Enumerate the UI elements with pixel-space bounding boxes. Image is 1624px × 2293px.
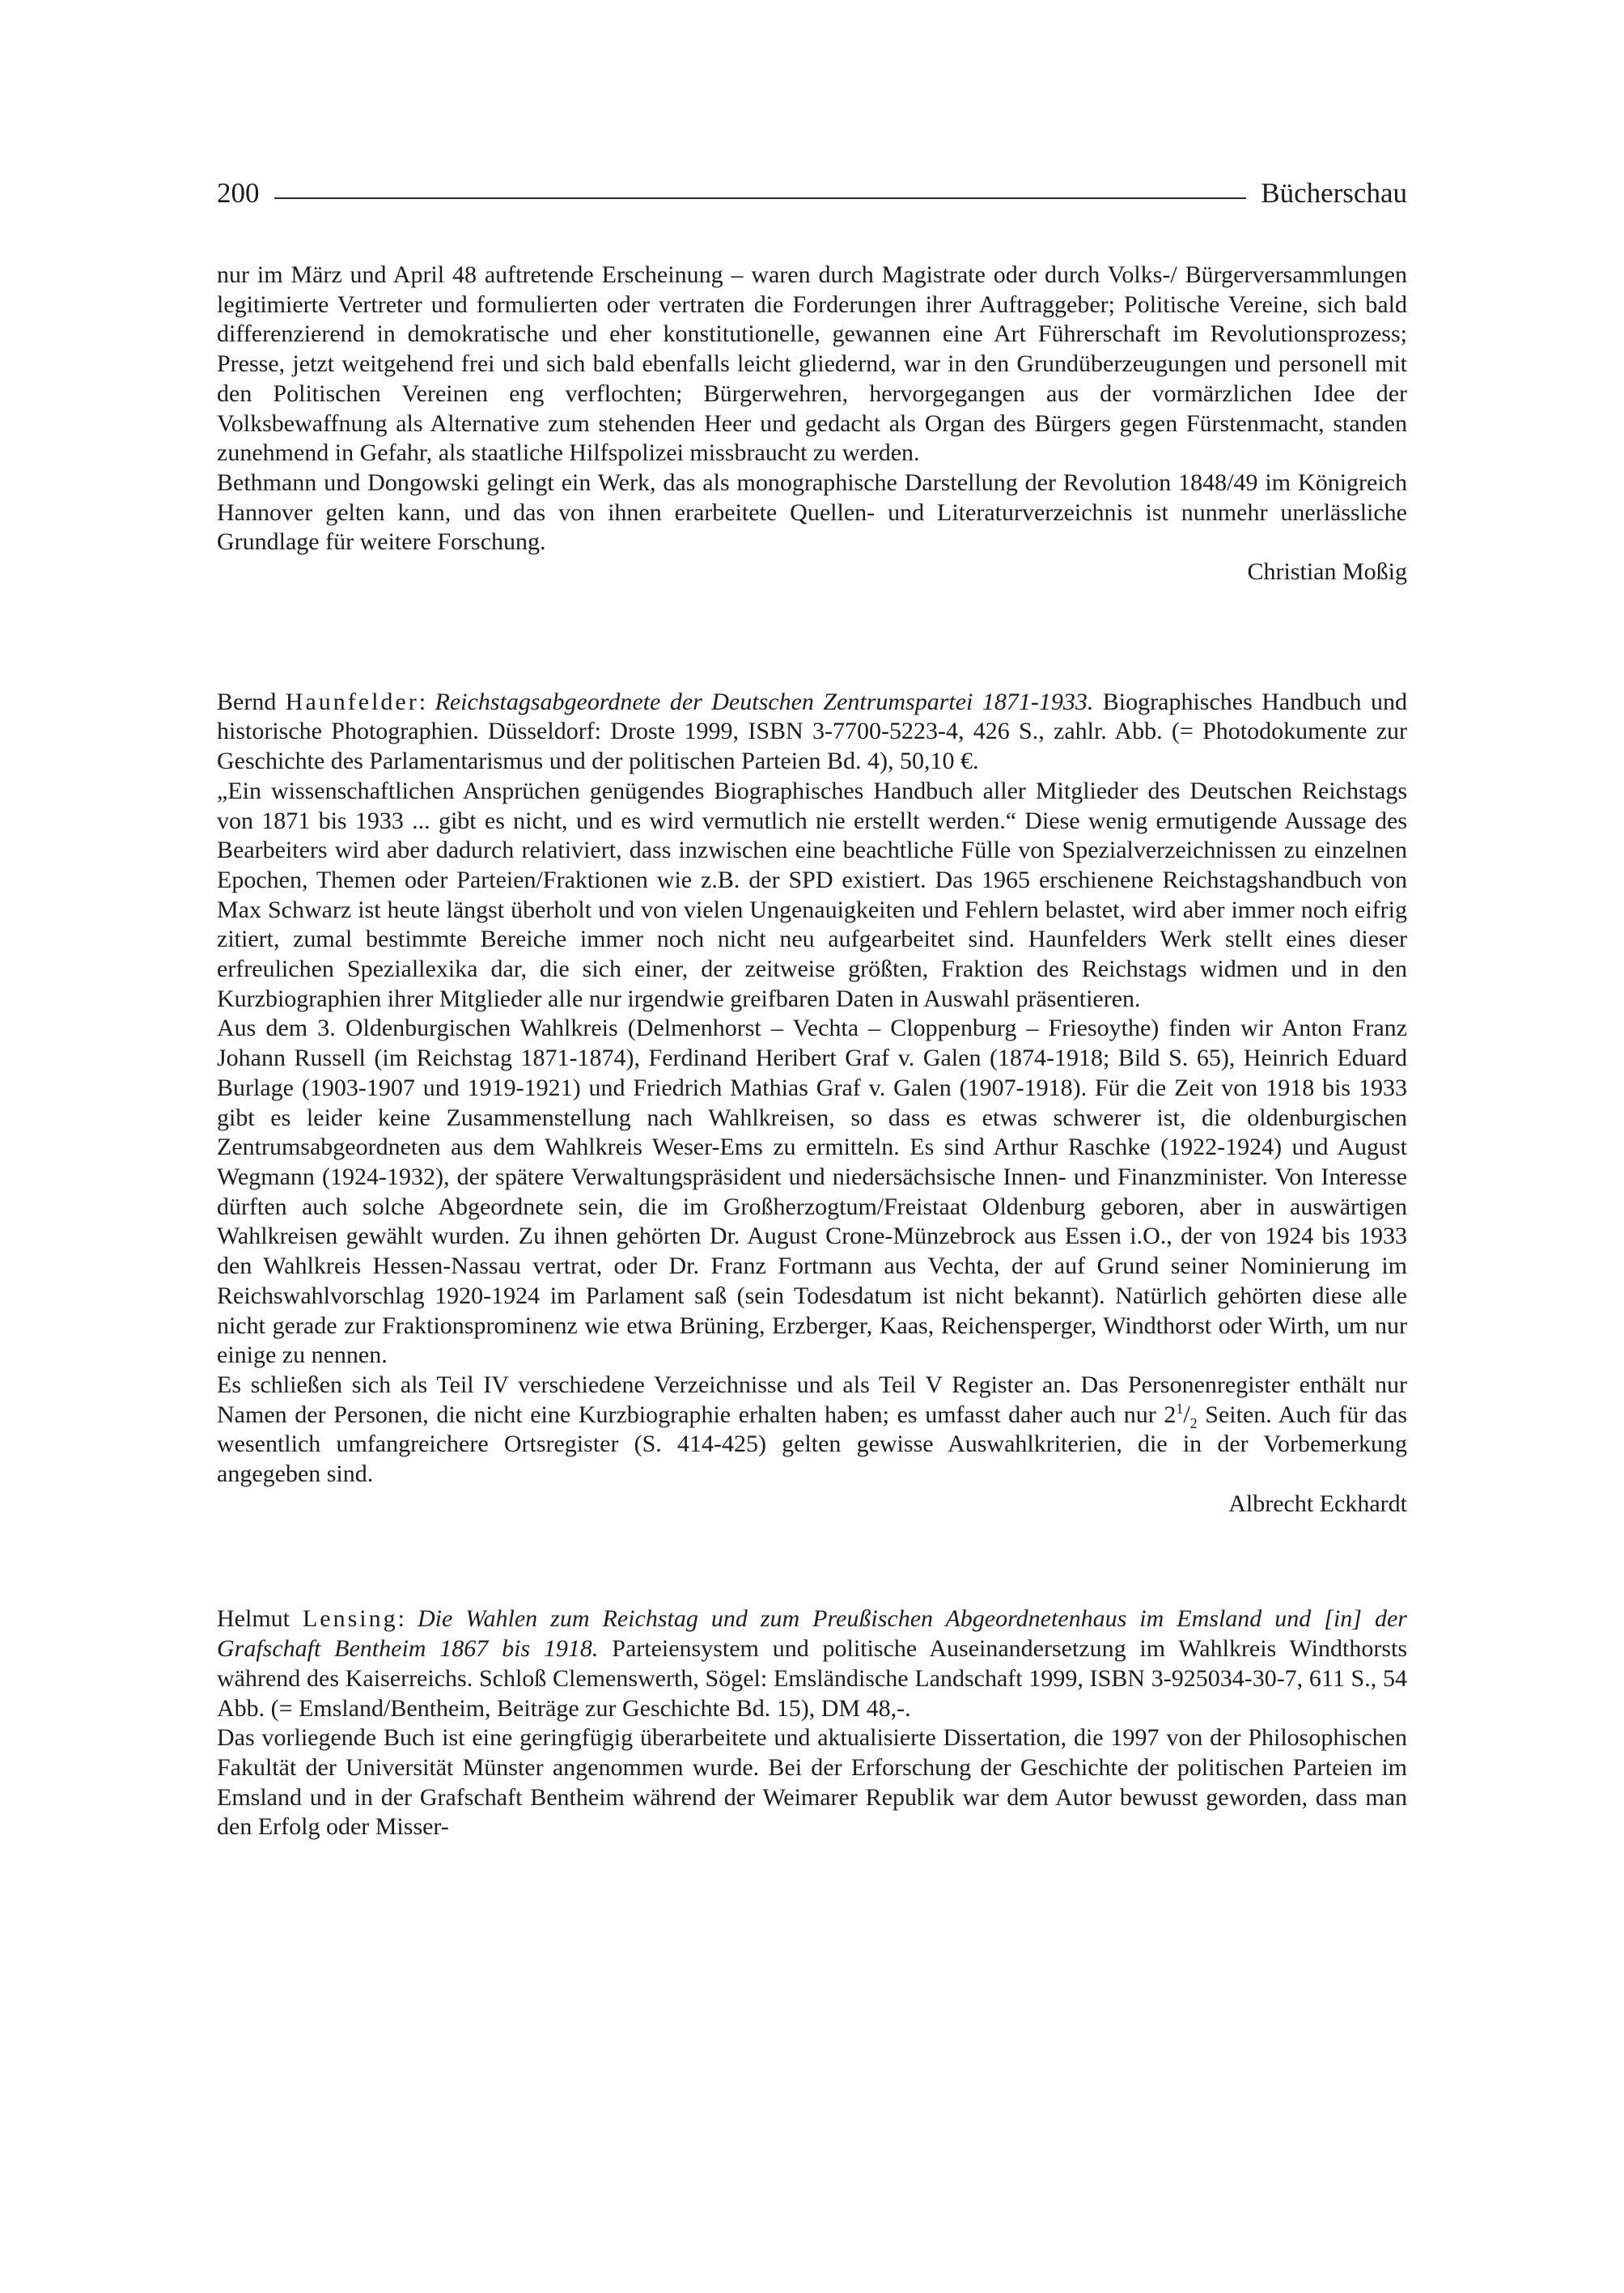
- review-1-paragraph-1: nur im März und April 48 auftretende Erscheinung – waren durch Magistrate oder durch Volks-/ Bürgerversammlungen legitimierte Vertreter und formulierten oder vertraten die Forderungen ihrer Auftraggeber; Politische Vereine, sich bald differenzierend in demokratische und eher konstitutionelle, gewannen eine Art Führerschaft im Revolutionsprozess; Presse, jetzt weitgehend frei und sich bald ebenfalls leicht gliedernd, war in den Grundüberzeugungen und personell mit den Politischen Vereinen eng verflochten; Bürgerwehren, hervorgegangen aus der vormärzlichen Idee der Volksbewaffnung als Alternative zum stehenden Heer und gedacht als Organ des Bürgers gegen Fürstenmacht, standen zunehmend in Gefahr, als staatliche Hilfspolizei missbraucht zu werden.: [217, 261, 1407, 467]
- review-2-author-surname: Haunfelder: [285, 688, 419, 715]
- review-2-book-title: Reichstagsabgeordnete der Deutschen Zentrumspartei 1871-1933.: [435, 688, 1094, 715]
- entry-spacer: [217, 587, 1407, 688]
- review-2-author-first: Bernd: [217, 688, 286, 715]
- review-2-paragraph-3-end: Seiten. Auch für das wesentlich umfangreichere Ortsregister (S. 414-425) gelten gewisse Auswahlkriterien, die in der Vorbemerkung angegeben sind.: [217, 1401, 1407, 1488]
- fraction-denominator: 2: [1189, 1414, 1198, 1431]
- review-2-paragraph-3: Es schließen sich als Teil IV verschiedene Verzeichnisse und als Teil V Register an. Das Personenregister enthält nur Namen der Personen, die nicht eine Kurzbiographie erhalten haben; es umfasst daher auch nur $2^1/_2$ Seiten. Auch für das wesentlich umfangreichere Ortsregister (S. 414-425) gelten gewisse Auswahlkriterien, die in der Vorbemerkung angegeben sind.: [217, 1371, 1407, 1488]
- review-3-book-title: Die Wahlen zum Reichstag und zum Preußischen Abgeordnetenhaus im Emsland und [in] der Grafschaft Bentheim 1867 bis 1918.: [217, 1605, 1407, 1663]
- review-3-author-first: Helmut: [217, 1605, 303, 1633]
- review-1-reviewer: Christian Moßig: [1247, 558, 1407, 586]
- review-3-author-surname: Lensing: [302, 1605, 398, 1633]
- review-2-paragraph-1: „Ein wissenschaftlichen Ansprüchen genügendes Biographisches Handbuch aller Mitglieder des Deutschen Reichstags von 1871 bis 1933 ... gibt es nicht, und es wird vermutlich nie erstellt werden.“ Diese wenig ermutigende Aussage des Bearbeiters wird aber dadurch relativiert, dass inzwischen eine beachtliche Fülle von Spezialverzeichnissen zu einzelnen Epochen, Themen oder Parteien/Fraktionen wie z.B. der SPD existiert. Das 1965 erschienene Reichstagshandbuch von Max Schwarz ist heute längst überholt und von vielen Ungenauigkeiten und Fehlern belastet, wird aber immer noch eifrig zitiert, zumal bestimmte Bereiche immer noch nicht neu aufgearbeitet sind. Haunfelders Werk stellt eines dieser erfreulichen Speziallexika dar, die sich einer, der zeitweise größten, Fraktion des Reichstags widmen und in den Kurzbiographien ihrer Mitglieder alle nur irgendwie greifbaren Daten in Auswahl präsentieren.: [217, 777, 1407, 1012]
- review-1-paragraph-2: Bethmann und Dongowski gelingt ein Werk, das als monographische Darstellung der Revolution 1848/49 im Königreich Hannover gelten kann, und das von ihnen erarbeitete Quellen- und Literaturverzeichnis ist nunmehr unerlässliche Grundlage für weitere Forschung.: [217, 468, 1407, 556]
- review-3-paragraph-1: Das vorliegende Buch ist eine geringfügig überarbeitete und aktualisierte Dissertation, die 1997 von der Philosophischen Fakultät der Universität Münster angenommen wurde. Bei der Erforschung der Geschichte der politischen Parteien im Emsland und in der Grafschaft Bentheim während der Weimarer Republik war dem Autor bewusst geworden, dass man den Erfolg oder Misser-: [217, 1724, 1407, 1841]
- entry-spacer: [217, 1519, 1407, 1604]
- review-2-paragraph-3-start: Es schließen sich als Teil IV verschiedene Verzeichnisse und als Teil V Register an. Das Personenregister enthält nur Namen der Personen, die nicht eine Kurzbiographie erhalten haben; es umfasst daher auch nur 2: [217, 1371, 1407, 1428]
- page-content: [217, 261, 1407, 1842]
- header-rule: [274, 197, 1247, 199]
- page-number: 200: [217, 177, 260, 209]
- review-2-bibliography: [217, 688, 1407, 777]
- review-3-bibliography: [217, 1604, 1407, 1723]
- review-2-colon: :: [418, 688, 435, 715]
- review-2-paragraph-2: Aus dem 3. Oldenburgischen Wahlkreis (Delmenhorst – Vechta – Cloppenburg – Friesoythe) finden wir Anton Franz Johann Russell (im Reichstag 1871-1874), Ferdinand Heribert Graf v. Galen (1874-1918; Bild S. 65), Heinrich Eduard Burlage (1903-1907 und 1919-1921) und Friedrich Mathias Graf v. Galen (1907-1918). Für die Zeit von 1918 bis 1933 gibt es leider keine Zusammenstellung nach Wahlkreisen, so dass es etwas schwerer ist, die oldenburgischen Zentrumsabgeordneten aus dem Wahlkreis Weser-Ems zu ermitteln. Es sind Arthur Raschke (1922-1924) und August Wegmann (1924-1932), der spätere Verwaltungspräsident und niedersächsische Innen- und Finanzminister. Von Interesse dürften auch solche Abgeordnete sein, die im Großherzogtum/Freistaat Oldenburg geboren, aber in auswärtigen Wahlkreisen gewählt wurden. Zu ihnen gehörten Dr. August Crone-Münzebrock aus Essen i.O., der von 1924 bis 1933 den Wahlkreis Hessen-Nassau vertrat, oder Dr. Franz Fortmann aus Vechta, der auf Grund seiner Nominierung im Reichswahlvorschlag 1920-1924 im Parlament saß (sein Todesdatum ist nicht bekannt). Natürlich gehörten diese alle nicht gerade zur Fraktionsprominenz wie etwa Brüning, Erzberger, Kaas, Reichensperger, Windthorst oder Wirth, um nur einige zu nennen.: [217, 1015, 1407, 1369]
- review-3-colon: :: [397, 1605, 418, 1633]
- fraction-numerator: 1: [1176, 1400, 1184, 1417]
- page-header: [217, 167, 1407, 207]
- running-head: Bücherschau: [1261, 177, 1407, 209]
- review-3: [217, 1604, 1407, 1842]
- review-3-book-details: Parteiensystem und politische Auseinandersetzung im Wahlkreis Windthorsts während des Kaiserreichs. Schloß Clemenswerth, Sögel: Emsländische Landschaft 1999, ISBN 3-925034-30-7, 611 S., 54 Abb. (= Emsland/Bentheim, Beiträge zur Geschichte Bd. 15), DM 48,-.: [217, 1635, 1407, 1722]
- review-1: [217, 261, 1407, 587]
- review-2-reviewer: Albrecht Eckhardt: [1228, 1490, 1407, 1517]
- review-2: [217, 688, 1407, 1519]
- review-2-book-details: Biographisches Handbuch und historische Photographien. Düsseldorf: Droste 1999, ISBN 3-7700-5223-4, 426 S., zahlr. Abb. (= Photodokumente zur Geschichte des Parlamentarismus und der politischen Parteien Bd. 4), 50,10 €.: [217, 688, 1407, 775]
